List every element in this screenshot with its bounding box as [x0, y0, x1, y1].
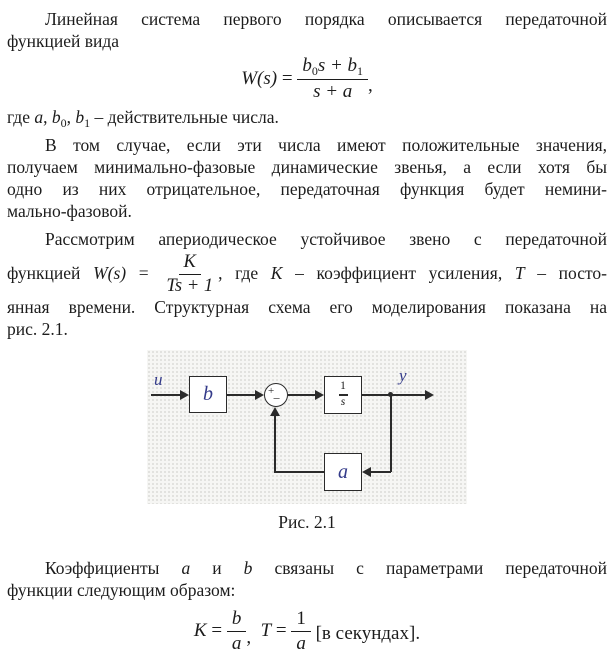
arrowhead-right: [315, 390, 324, 400]
signal-line: [275, 471, 324, 473]
math-fraction-inline: [161, 252, 218, 298]
math-var: b: [75, 107, 85, 127]
math-var: b: [51, 107, 61, 127]
fraction-denominator: Ts + 1: [166, 276, 214, 297]
integrator-numerator: 1: [340, 380, 346, 393]
math-units-note: [в секундах].: [310, 623, 421, 644]
paragraph-4-line-1: [7, 557, 607, 579]
sum-minus-sign: −: [273, 391, 281, 406]
integrator-denominator: s: [340, 396, 346, 409]
arrowhead-right: [425, 390, 434, 400]
text-run: янная времени. Структурная схема его моделирования показана на: [7, 297, 607, 317]
text-run: функции следующим образом:: [7, 580, 236, 600]
signal-line: [371, 471, 391, 473]
math-var: a: [181, 558, 191, 578]
fraction-numerator: b: [227, 608, 247, 632]
math-comma: ,: [246, 627, 261, 648]
formula-parameters: [7, 607, 607, 655]
output-signal-label: y: [399, 366, 407, 385]
math-var: K: [270, 263, 283, 283]
text-run: где: [7, 107, 35, 127]
paragraph-2-line-2: [7, 156, 607, 178]
text-run: Линейная система первого порядка описывается передаточной: [45, 9, 607, 29]
caption-text: Рис. 2.1: [278, 512, 336, 532]
math-equals: =: [271, 620, 292, 641]
math-fraction: [297, 55, 368, 104]
text-run: функцией вида: [7, 31, 120, 51]
input-signal-label: u: [154, 370, 163, 389]
text-run: , где: [218, 263, 271, 283]
feedback-line-vertical: [274, 416, 276, 473]
paragraph-2-line-1: [7, 134, 607, 156]
text-run: ,: [66, 107, 76, 127]
math-var: s + b: [317, 54, 358, 76]
sum-plus-sign: +: [268, 385, 275, 397]
text-run: Рассмотрим апериодическое устойчивое звено с передаточной: [45, 229, 607, 249]
paragraph-3-line-3: [7, 296, 607, 318]
fraction-numerator: K: [179, 252, 201, 275]
text-run: и: [190, 558, 244, 578]
text-run: В том случае, если эти числа имеют положительные значения,: [45, 135, 607, 155]
summing-junction: [264, 383, 288, 407]
signal-line: [288, 394, 315, 396]
formula-transfer-function-general: [7, 53, 607, 105]
math-fraction: [227, 608, 247, 655]
signal-line: [227, 394, 255, 396]
fraction-denominator: a: [296, 632, 306, 654]
arrowhead-right: [180, 390, 189, 400]
feedback-line-vertical: [390, 395, 392, 472]
fraction-numerator: [297, 55, 368, 81]
text-run: получаем минимально-фазовые динамические звенья, а если хотя бы: [7, 157, 607, 177]
math-var: b: [302, 54, 312, 76]
text-run: – коэффициент усиления,: [282, 263, 515, 283]
text-run: функцией: [7, 263, 94, 283]
paragraph-3-line-1: [7, 228, 607, 250]
figure-block-diagram: [147, 350, 467, 504]
math-equals: =: [206, 620, 227, 641]
feedback-gain-block-a: [324, 453, 362, 491]
math-lhs: W(s): [241, 68, 278, 89]
gain-b-label: b: [203, 383, 213, 405]
fraction-denominator: a: [231, 632, 242, 654]
paragraph-3-line-4: [7, 318, 607, 340]
paragraph-2-line-3: [7, 178, 607, 200]
arrowhead-left: [362, 467, 371, 477]
text-run: мально-фазовой.: [7, 201, 132, 221]
arrowhead-up: [270, 407, 280, 416]
paragraph-1-line-2: [7, 30, 607, 52]
fraction-numerator: 1: [291, 608, 311, 632]
paragraph-3-line-2-with-formula: [7, 250, 607, 296]
paragraph-1-line-1: [7, 8, 607, 30]
text-run: ,: [43, 107, 52, 127]
signal-line: [151, 394, 180, 396]
math-equals: =: [126, 263, 162, 283]
gain-block-b: [189, 376, 227, 413]
paragraph-2-line-4: [7, 200, 607, 222]
line-where-coefficients: [7, 106, 607, 134]
integrator-block: [324, 376, 362, 414]
math-fraction: [291, 608, 311, 655]
math-var: a: [34, 107, 44, 127]
text-run: одно из них отрицательное, передаточная функция будет немини-: [7, 179, 607, 199]
math-subscript: 0: [311, 63, 318, 78]
paragraph-4-line-2: [7, 579, 607, 601]
math-var: T: [260, 620, 272, 641]
figure-caption: [7, 512, 607, 533]
math-var: T: [514, 263, 525, 283]
math-subscript: 1: [357, 63, 364, 78]
text-run: – действительные числа.: [90, 107, 279, 127]
text-run: Коэффициенты: [45, 558, 182, 578]
text-run: – посто-: [524, 263, 607, 283]
math-lhs: W(s): [93, 263, 127, 283]
math-subscript: 0: [60, 116, 67, 130]
fraction-denominator: s + a: [313, 81, 353, 103]
signal-line: [362, 394, 425, 396]
text-run: рис. 2.1.: [7, 319, 68, 339]
integrator-label: [339, 381, 348, 408]
math-equals: =: [277, 68, 298, 89]
math-var: K: [193, 620, 207, 641]
gain-a-label: a: [338, 460, 348, 483]
arrowhead-right: [255, 390, 264, 400]
math-subscript: 1: [84, 116, 91, 130]
text-run: связаны с параметрами передаточной: [252, 558, 607, 578]
math-var: b: [243, 558, 253, 578]
math-comma: ,: [368, 75, 373, 96]
